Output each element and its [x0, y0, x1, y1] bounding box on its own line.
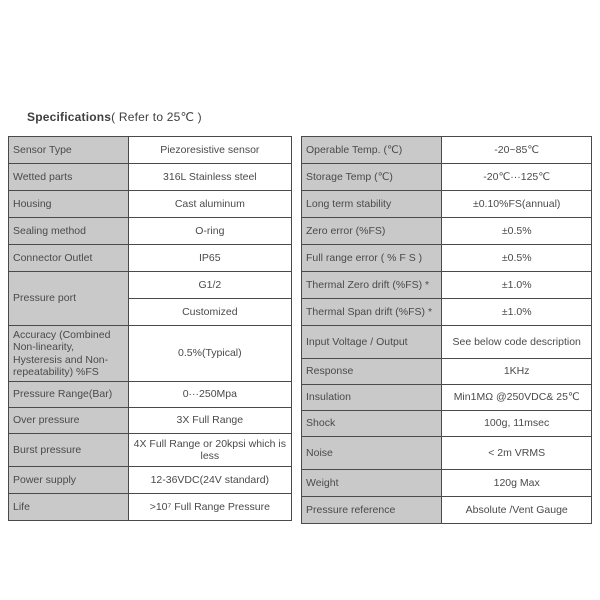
- spec-value-input-voltage-output: See below code description: [442, 326, 592, 359]
- table-row: [302, 164, 592, 191]
- spec-label-shock: Shock: [302, 411, 442, 437]
- spec-label-burst-pressure: Burst pressure: [9, 434, 129, 467]
- table-row: [9, 382, 292, 408]
- table-row: [302, 359, 592, 385]
- spec-label-response: Response: [302, 359, 442, 385]
- spec-value-thermal-zero-drift: ±1.0%: [442, 272, 592, 299]
- table-row: [302, 272, 592, 299]
- spec-value-power-supply: 12-36VDC(24V standard): [128, 467, 291, 494]
- spec-value-pressure-port-1: G1/2: [128, 272, 291, 299]
- spec-value-insulation: Min1MΩ @250VDC& 25℃: [442, 385, 592, 411]
- spec-value-thermal-span-drift: ±1.0%: [442, 299, 592, 326]
- table-row: [9, 467, 292, 494]
- spec-value-full-range-error: ±0.5%: [442, 245, 592, 272]
- spec-label-input-voltage-output: Input Voltage / Output: [302, 326, 442, 359]
- table-row: [9, 191, 292, 218]
- spec-value-life: >10⁷ Full Range Pressure: [128, 494, 291, 521]
- spec-table-left: [8, 136, 292, 521]
- table-row: [302, 437, 592, 470]
- spec-table-right: [301, 136, 592, 524]
- spec-value-pressure-range: 0···250Mpa: [128, 382, 291, 408]
- spec-label-weight: Weight: [302, 470, 442, 497]
- spec-value-sealing-method: O-ring: [128, 218, 291, 245]
- page-title-main: Specifications: [27, 110, 112, 124]
- table-row: [302, 299, 592, 326]
- spec-value-over-pressure: 3X Full Range: [128, 408, 291, 434]
- table-row: [302, 470, 592, 497]
- spec-label-zero-error: Zero error (%FS): [302, 218, 442, 245]
- table-row: [9, 218, 292, 245]
- table-row: [9, 408, 292, 434]
- spec-label-housing: Housing: [9, 191, 129, 218]
- spec-label-pressure-range: Pressure Range(Bar): [9, 382, 129, 408]
- spec-label-wetted-parts: Wetted parts: [9, 164, 129, 191]
- spec-value-pressure-port-2: Customized: [128, 299, 291, 326]
- table-row: [302, 411, 592, 437]
- table-row: [9, 434, 292, 467]
- table-row: [302, 137, 592, 164]
- table-row: [9, 272, 292, 299]
- spec-label-accuracy: Accuracy (Combined Non-linearity, Hysteresis and Non-repeatability) %FS: [9, 326, 129, 382]
- page-title-note: ( Refer to 25℃ ): [111, 110, 202, 124]
- table-row: [9, 494, 292, 521]
- spec-label-sensor-type: Sensor Type: [9, 137, 129, 164]
- table-row: [302, 326, 592, 359]
- page-title: [27, 110, 202, 124]
- table-row: [302, 191, 592, 218]
- spec-label-thermal-zero-drift: Thermal Zero drift (%FS) *: [302, 272, 442, 299]
- spec-label-insulation: Insulation: [302, 385, 442, 411]
- spec-value-noise: < 2m VRMS: [442, 437, 592, 470]
- spec-value-sensor-type: Piezoresistive sensor: [128, 137, 291, 164]
- spec-label-power-supply: Power supply: [9, 467, 129, 494]
- table-row: [302, 385, 592, 411]
- spec-tables-container: [8, 136, 592, 524]
- spec-value-storage-temp: -20℃···125℃: [442, 164, 592, 191]
- spec-label-storage-temp: Storage Temp (℃): [302, 164, 442, 191]
- spec-value-wetted-parts: 316L Stainless steel: [128, 164, 291, 191]
- spec-value-accuracy: 0.5%(Typical): [128, 326, 291, 382]
- spec-value-long-term-stability: ±0.10%FS(annual): [442, 191, 592, 218]
- table-row: [9, 137, 292, 164]
- spec-value-pressure-reference: Absolute /Vent Gauge: [442, 497, 592, 524]
- spec-label-thermal-span-drift: Thermal Span drift (%FS) *: [302, 299, 442, 326]
- table-row: [302, 245, 592, 272]
- spec-label-full-range-error: Full range error ( % F S ): [302, 245, 442, 272]
- table-row: [9, 245, 292, 272]
- spec-label-pressure-reference: Pressure reference: [302, 497, 442, 524]
- table-row: [302, 497, 592, 524]
- spec-value-operable-temp: -20~85℃: [442, 137, 592, 164]
- spec-label-life: Life: [9, 494, 129, 521]
- spec-label-sealing-method: Sealing method: [9, 218, 129, 245]
- table-row: [302, 218, 592, 245]
- spec-label-over-pressure: Over pressure: [9, 408, 129, 434]
- spec-label-pressure-port: Pressure port: [9, 272, 129, 326]
- spec-value-burst-pressure: 4X Full Range or 20kpsi which is less: [128, 434, 291, 467]
- spec-value-connector-outlet: IP65: [128, 245, 291, 272]
- spec-label-connector-outlet: Connector Outlet: [9, 245, 129, 272]
- spec-value-weight: 120g Max: [442, 470, 592, 497]
- spec-label-operable-temp: Operable Temp. (℃): [302, 137, 442, 164]
- spec-label-noise: Noise: [302, 437, 442, 470]
- spec-value-shock: 100g, 11msec: [442, 411, 592, 437]
- spec-label-long-term-stability: Long term stability: [302, 191, 442, 218]
- spec-value-zero-error: ±0.5%: [442, 218, 592, 245]
- table-row: [9, 164, 292, 191]
- spec-value-housing: Cast aluminum: [128, 191, 291, 218]
- spec-value-response: 1KHz: [442, 359, 592, 385]
- table-row: [9, 326, 292, 382]
